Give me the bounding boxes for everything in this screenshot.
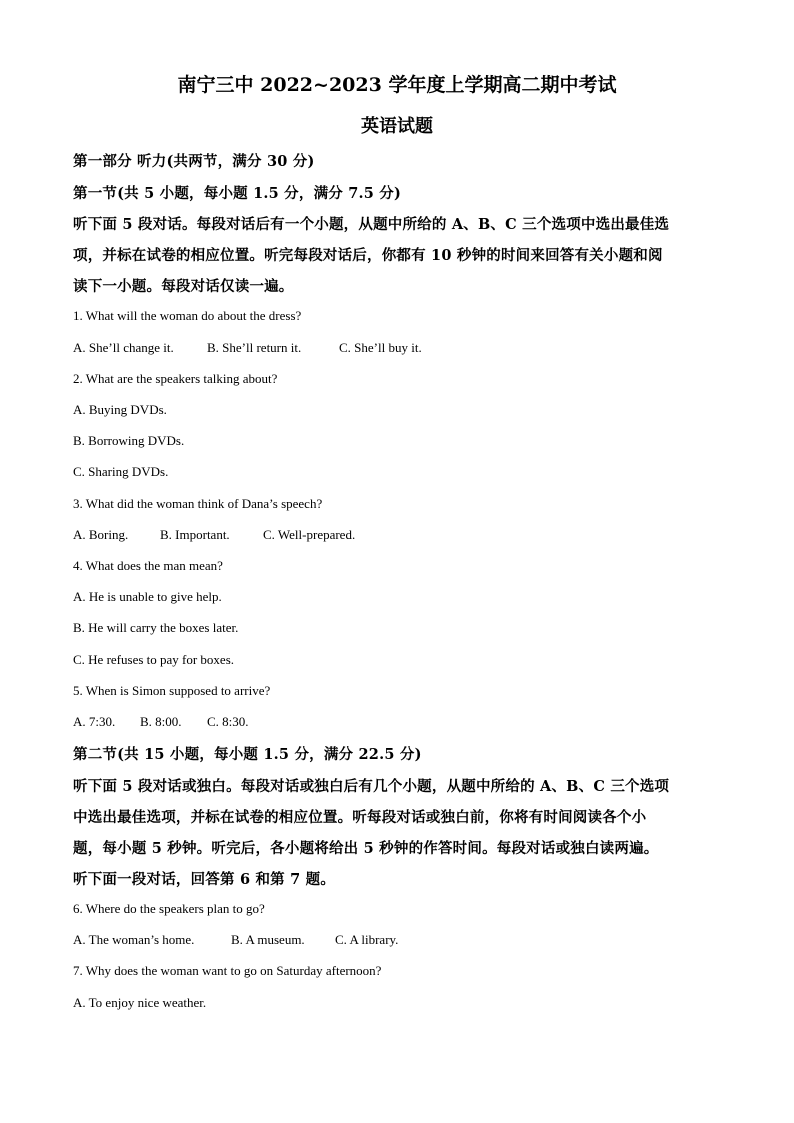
section1-heading: 第一节(共 5 小题，每小题 1.5 分，满分 7.5 分) (73, 185, 402, 202)
question-4-option-c: C. He refuses to pay for boxes. (73, 652, 235, 667)
question-2-option-a: A. Buying DVDs. (73, 402, 167, 417)
section2-instruction-line: 中选出最佳选项，并标在试卷的相应位置。听每段对话或独白前，你将有时间阅读各个小 (73, 809, 647, 826)
exam-subtitle: 英语试题 (361, 116, 433, 137)
option-c: C. She’ll buy it. (339, 340, 422, 355)
question-5-options (73, 714, 249, 730)
option-c: C. 8:30. (207, 714, 249, 729)
option-b: B. Important. (160, 527, 230, 542)
exam-title: 南宁三中 2022~2023 学年度上学期高二期中考试 (177, 74, 617, 96)
question-7-option-a: A. To enjoy nice weather. (73, 995, 207, 1010)
question-6-stem: 6. Where do the speakers plan to go? (73, 901, 265, 916)
question-6-options (73, 932, 398, 948)
question-3-stem: 3. What did the woman think of Dana’s speech? (73, 496, 323, 511)
option-a: A. Boring. (73, 527, 129, 542)
question-4-stem: 4. What does the man mean? (73, 558, 223, 573)
option-a: A. The woman’s home. (73, 932, 195, 947)
group-intro: 听下面一段对话，回答第 6 和第 7 题。 (73, 871, 336, 888)
section2-heading: 第二节(共 15 小题，每小题 1.5 分，满分 22.5 分) (73, 746, 422, 763)
option-b: B. 8:00. (140, 714, 182, 729)
option-c: C. Well-prepared. (263, 527, 356, 542)
question-2-stem: 2. What are the speakers talking about? (73, 371, 278, 386)
section1-instruction-line: 听下面 5 段对话。每段对话后有一个小题，从题中所给的 A、B、C 三个选项中选出最佳选 (73, 216, 670, 233)
option-a: A. 7:30. (73, 714, 116, 729)
question-3-options (73, 527, 355, 543)
question-7-stem: 7. Why does the woman want to go on Saturday afternoon? (73, 963, 382, 978)
section1-instruction-line: 读下一小题。每段对话仅读一遍。 (73, 278, 294, 295)
option-b: B. A museum. (231, 932, 305, 947)
option-c: C. A library. (335, 932, 399, 947)
question-2-option-b: B. Borrowing DVDs. (73, 433, 185, 448)
part1-heading: 第一部分 听力(共两节，满分 30 分) (73, 153, 315, 170)
question-4-option-a: A. He is unable to give help. (73, 589, 222, 604)
option-a: A. She’ll change it. (73, 340, 174, 355)
question-1-options (73, 340, 422, 356)
question-4-option-b: B. He will carry the boxes later. (73, 620, 239, 635)
section2-instruction-line: 听下面 5 段对话或独白。每段对话或独白后有几个小题，从题中所给的 A、B、C 三个选项 (73, 778, 670, 795)
option-b: B. She’ll return it. (207, 340, 302, 355)
section2-instruction-line: 题，每小题 5 秒钟。听完后，各小题将给出 5 秒钟的作答时间。每段对话或独白读两遍。 (73, 840, 659, 857)
question-1-stem: 1. What will the woman do about the dress? (73, 308, 302, 323)
section1-instruction-line: 项，并标在试卷的相应位置。听完每段对话后，你都有 10 秒钟的时间来回答有关小题和阅 (73, 247, 663, 264)
question-2-option-c: C. Sharing DVDs. (73, 464, 169, 479)
question-5-stem: 5. When is Simon supposed to arrive? (73, 683, 271, 698)
